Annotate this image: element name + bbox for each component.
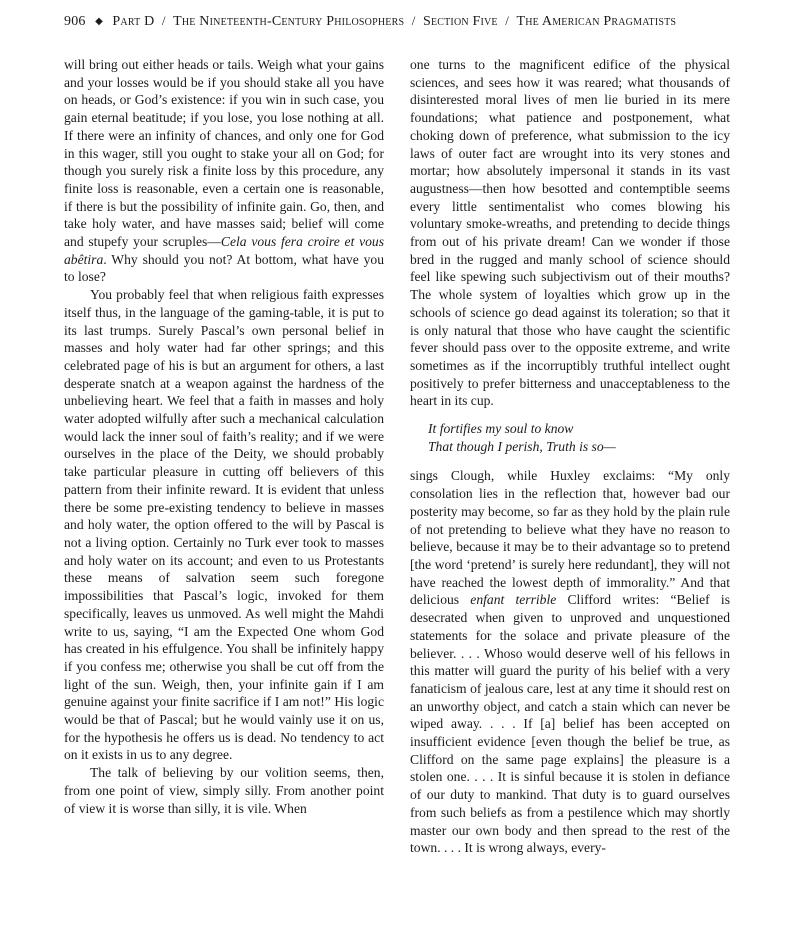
verse-line: That though I perish, Truth is so— [428, 438, 616, 454]
left-column [64, 56, 384, 817]
paragraph [64, 56, 384, 286]
paragraph [410, 467, 730, 856]
page-number: 906 [64, 14, 86, 29]
paragraph-text: sings Clough, while Huxley exclaims: “My only consolation lies in the reflection that, however bad our posterity may become, so far as they hold by the plain rule of not pretending to believe what they have no reason to believe, because it may be to their advantage so to pretend [the word ‘pretend’ is surely here redundant], they will not have reached the lowest depth of immorality.” And that delicious [410, 468, 730, 608]
paragraph-text: Clifford writes: “Belief is desecrated when given to unproved and unquestioned statements for the solace and private pleasure of the believer. . . . Whoso would deserve well of his fellows in this matter will guard the purity of his belief with a very fanaticism of jealous care, lest at any time it should rest on an unworthy object, and catch a stain which can never be wiped away. . . . If [a] belief has been accepted on insufficient evidence [even though the belief be true, as Clifford on the same page explains] the pleasure is a stolen one. . . . It is sinful because it is stolen in defiance of our duty to mankind. That duty is to guard ourselves from such beliefs as from a pestilence which may shortly master our own body and then spread to the rest of the town. . . . It is wrong always, every- [410, 592, 730, 856]
paragraph: The talk of believing by our volition seems, then, from one point of view, simply silly. From another point of view it is worse than silly, it is vile. When [64, 765, 384, 816]
paragraph-text: . Why should you not? At bottom, what have you to lose? [64, 251, 384, 285]
paragraph: one turns to the magnificent edifice of the physical sciences, and sees how it was reared; what thousands of disinterested moral lives of men lie buried in its mere foundations; what patience and postponement, what choking down of preference, what submission to the icy laws of outer fact are wrought into its very stones and mortar; how absolutely impersonal it stands in its vast augustness—then how besotted and contemptible seems every little sentimentalist who comes blowing his voluntary smoke-wreaths, and pretending to decide things from out of his private dream! Can we wonder if those bred in the rugged and manly school of science should feel like spewing such subjectivism out of their mouths? The whole system of loyalties which grow up in the schools of science go dead against its toleration; so that it is only natural that those who have caught the scientific fever should pass over to the opposite extreme, and write sometimes as if the incorruptibly truthful intellect ought positively to prefer bitterness and unacceptableness to the heart in its cup. [410, 57, 730, 409]
header-separator: / [161, 13, 166, 28]
french-quotation: Cela vous fera croire et vous abêtira [64, 234, 384, 267]
paragraph-text: will bring out either heads or tails. Weigh what your gains and your losses would be if you should stake all you have on heads, or God’s existence: if you win in such case, you gain eternal beatitude; if you lose, you lose nothing at all. If there were an infinity of chances, and only one for God in this wager, still you ought to stake your all on God; for though you surely risk a finite loss by this procedure, any finite loss is reasonable, even a certain one is reasonable, if there is but the possibility of infinite gain. Go, then, and take holy water, and have masses said; belief will come and stupefy your scruples— [64, 57, 384, 250]
part-label: Part D [112, 14, 155, 29]
diamond-bullet-icon: ◆ [95, 16, 103, 27]
section-title: The American Pragmatists [516, 14, 677, 29]
header-separator: / [411, 13, 416, 28]
verse-quotation [428, 420, 730, 455]
book-title: The Nineteenth-Century Philosophers [173, 14, 405, 29]
header-separator: / [505, 13, 510, 28]
paragraph: You probably feel that when religious faith expresses itself thus, in the language of the gaming-table, it is put to its last trumps. Surely Pascal’s own personal belief in masses and holy water had far other springs; and this celebrated page of his is but an argument for others, a last desperate snatch at a weapon against the hardness of the unbelieving heart. We feel that a faith in masses and holy water adopted wilfully after such a mechanical calculation would lack the inner soul of faith’s reality; and if we were ourselves in the place of the Deity, we should probably take particular pleasure in cutting off believers of this pattern from their infinite reward. It is evident that unless there be some pre-existing tendency to believe in masses and holy water, the option offered to the will by Pascal is not a living option. Certainly no Turk ever took to masses and holy water on its account; and even to us Protestants these means of salvation seem such foregone impossibilities that Pascal’s logic, invoked for them specifically, leaves us unmoved. As well might the Mahdi write to us, saying, “I am the Expected One whom God has created in his effulgence. You shall be infinitely happy if you confess me; otherwise you shall be cut off from the light of the sun. Weigh, then, your infinite gain if I am genuine against your finite sacrifice if I am not!” His logic would be that of Pascal; but he would vainly use it on us, for the hypothesis he offers us is dead. No tendency to act on it exists in us to any degree. [64, 287, 384, 763]
section-label: Section Five [422, 14, 498, 29]
running-header [64, 13, 744, 37]
italic-phrase: enfant terrible [470, 592, 557, 608]
right-column [410, 56, 730, 857]
verse-line: It fortifies my soul to know [428, 421, 574, 437]
